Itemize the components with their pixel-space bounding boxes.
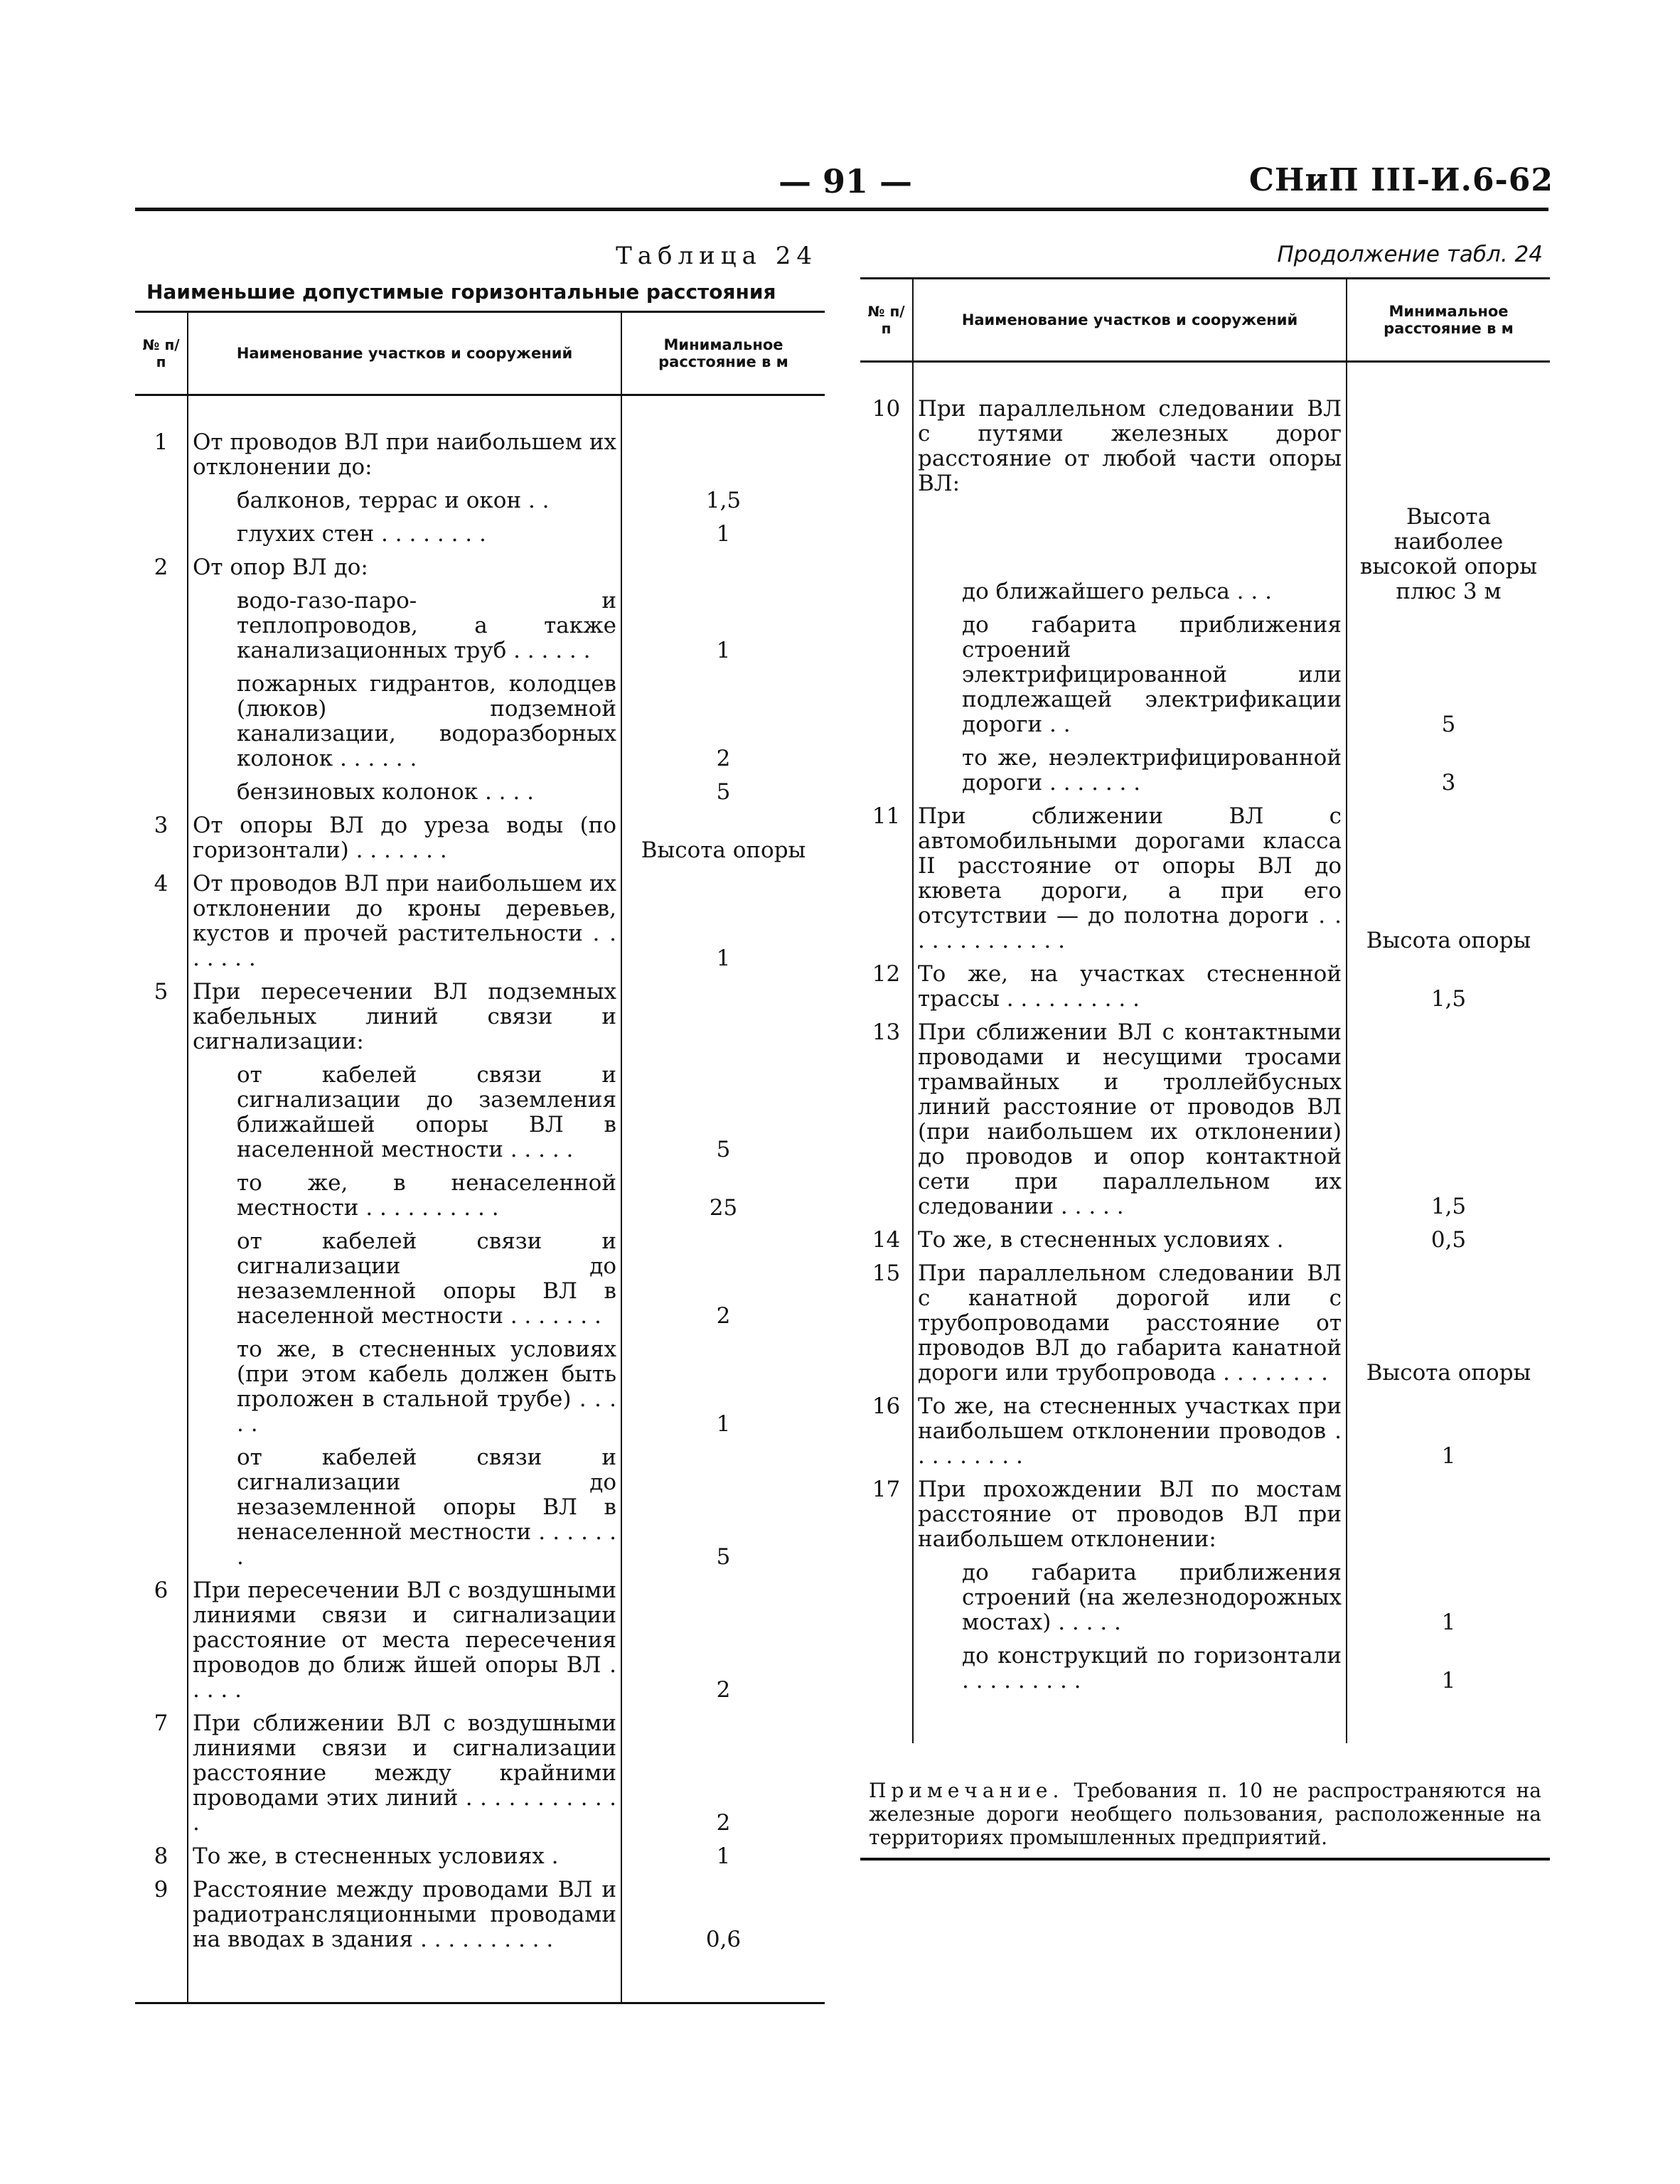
row-name	[913, 953, 1347, 1012]
row-number	[860, 737, 913, 796]
row-number: 13	[872, 1019, 901, 1045]
row-name-text: от кабелей связи и сигнализации до незаземленной опоры ВЛ в ненаселенной местности . . . . . . .	[237, 1445, 616, 1570]
table-row	[135, 513, 825, 547]
row-value	[621, 971, 825, 1054]
row-value: 5	[716, 779, 731, 805]
row-number	[860, 496, 913, 604]
column-header-name: Наименование участков и сооружений	[188, 312, 621, 395]
table-row	[135, 1221, 825, 1329]
row-name-text: от кабелей связи и сигнализации до незаземленной опоры ВЛ в населенной местности . . . . . . .	[237, 1228, 616, 1329]
row-value: 1	[716, 1843, 731, 1869]
table-continuation-label: Продолжение табл. 24	[1277, 242, 1543, 267]
row-number: 3	[154, 813, 168, 838]
row-name	[913, 604, 1347, 737]
row-name	[913, 737, 1347, 796]
row-name-text: При параллельном следовании ВЛ с путями железных дорог расстояние от любой части опоры ВЛ:	[918, 396, 1342, 496]
row-name	[913, 388, 1347, 496]
row-value	[621, 422, 825, 480]
row-name-text: от кабелей связи и сигнализации до заземления ближайшей опоры ВЛ в населенной местности . . . . .	[237, 1062, 616, 1162]
row-number	[135, 1437, 188, 1570]
row-name	[188, 480, 621, 513]
row-name	[913, 796, 1347, 953]
table-row	[135, 805, 825, 863]
table-row	[135, 480, 825, 513]
row-value: 2	[716, 1677, 731, 1703]
row-value: 1,5	[1430, 986, 1467, 1012]
table-row	[860, 1469, 1550, 1552]
row-number	[135, 771, 188, 805]
table-row	[860, 737, 1550, 796]
right-column	[860, 242, 1550, 1861]
row-number	[135, 513, 188, 547]
row-name-text: то же, в ненаселенной местности . . . . . . . . . .	[237, 1170, 616, 1221]
row-value: 1	[1441, 1443, 1456, 1469]
row-name-text: От опоры ВЛ до уреза воды (по горизонтали) . . . . . . .	[193, 813, 616, 863]
row-value: 5	[716, 1137, 731, 1162]
row-name-text: до конструкций по горизонтали . . . . . . . . .	[962, 1643, 1342, 1693]
table-note	[860, 1743, 1550, 1861]
row-number: 4	[154, 871, 168, 896]
row-value: 1	[1441, 1610, 1456, 1635]
row-value: 1	[716, 946, 731, 971]
row-name-text: При пересечении ВЛ с воздушными линиями связи и сигнализации расстояние от места пересечения проводов до ближ йшей опоры ВЛ . . . . .	[193, 1578, 616, 1703]
row-number	[135, 480, 188, 513]
row-number: 14	[872, 1227, 901, 1253]
row-value: 2	[716, 746, 731, 771]
row-name	[188, 1054, 621, 1162]
note-heading: Примечание.	[869, 1779, 1064, 1802]
row-name	[188, 1570, 621, 1703]
column-header-value: Минимальное расстояние в м	[1347, 279, 1550, 362]
table-row	[135, 1836, 825, 1869]
row-value: 0,6	[705, 1927, 742, 1952]
row-name	[913, 1012, 1347, 1219]
row-name	[188, 513, 621, 547]
row-name-text: От проводов ВЛ при наибольшем их отклонении до кроны деревьев, кустов и прочей растительности . . . . . . .	[193, 871, 616, 971]
row-name	[913, 1219, 1347, 1253]
row-name	[188, 547, 621, 580]
row-name-text: При сближении ВЛ с воздушными линиями связи и сигнализации расстояние между крайними проводами этих линий . . . . . . . . . . . .	[193, 1711, 616, 1836]
column-header-name: Наименование участков и сооружений	[913, 279, 1347, 362]
row-name-text: до габарита приближения строений электрифицированной или подлежащей электрификации дороги . .	[962, 612, 1342, 737]
row-name-text: От проводов ВЛ при наибольшем их отклонении до:	[193, 429, 616, 480]
row-name-text: глухих стен . . . . . . . .	[237, 521, 486, 547]
row-name-text: При сближении ВЛ с автомобильными дорогами класса II расстояние от опоры ВЛ до кювета дороги, а при его отсутствии — до полотна дороги . . . . . . . . . . . . .	[918, 803, 1342, 953]
table-row	[135, 422, 825, 480]
left-column	[135, 242, 825, 2004]
row-name-text: водо-газо-паро- и теплопроводов, а также канализационных труб . . . . . .	[237, 588, 616, 663]
note-text: Требования п. 10 не распространяются на железные дороги необщего пользования, расположенные на территориях промышленных предприятий.	[869, 1779, 1541, 1849]
row-number	[860, 1552, 913, 1635]
row-value: 1	[716, 521, 731, 547]
row-number: 12	[872, 961, 901, 987]
page-number: — 91 —	[779, 162, 913, 200]
row-value: 25	[709, 1195, 738, 1221]
column-header-value: Минимальное расстояние в м	[621, 312, 825, 395]
row-name	[188, 422, 621, 480]
row-value: 5	[1441, 712, 1456, 737]
row-name-text: бензиновых колонок . . . .	[237, 779, 534, 805]
row-value: 2	[716, 1303, 731, 1329]
row-number	[860, 1635, 913, 1693]
row-name	[913, 1253, 1347, 1386]
row-name-text: При параллельном следовании ВЛ с канатной дорогой или с трубопроводами расстояние от проводов ВЛ до габарита канатной дороги или трубопровода . . . . . . . .	[918, 1260, 1342, 1386]
table-row	[860, 953, 1550, 1012]
table-row	[135, 771, 825, 805]
row-name	[188, 1221, 621, 1329]
row-value	[1347, 1469, 1550, 1552]
row-value	[621, 547, 825, 580]
row-value: 5	[716, 1544, 731, 1570]
row-name	[188, 971, 621, 1054]
table-row	[860, 1552, 1550, 1635]
table-row	[135, 663, 825, 771]
column-header-no: № п/п	[860, 279, 913, 362]
row-number: 8	[154, 1843, 168, 1869]
row-value	[1347, 388, 1550, 496]
row-number: 6	[154, 1578, 168, 1603]
row-number: 9	[154, 1877, 168, 1902]
column-header-no: № п/п	[135, 312, 188, 395]
table-row	[860, 1219, 1550, 1253]
table-body	[135, 395, 825, 2003]
table-row	[135, 1162, 825, 1221]
row-name-text: От опор ВЛ до:	[193, 555, 368, 580]
row-value: Высота опоры	[641, 837, 806, 863]
row-value: Высота опоры	[1366, 928, 1531, 953]
row-name	[913, 1469, 1347, 1552]
header-rule	[135, 208, 1548, 211]
row-number: 11	[872, 803, 901, 829]
row-number	[135, 1221, 188, 1329]
table-row	[135, 1570, 825, 1703]
row-value: 1	[716, 1411, 731, 1437]
table-row	[860, 496, 1550, 604]
row-number	[135, 1162, 188, 1221]
row-name	[188, 805, 621, 863]
row-number	[135, 663, 188, 771]
table-row	[860, 604, 1550, 737]
row-value: 0,5	[1430, 1227, 1467, 1253]
row-value: Высота наиболее высокой опоры плюс 3 м	[1359, 504, 1538, 604]
row-name	[188, 863, 621, 971]
table-body	[860, 362, 1550, 1744]
row-name	[188, 1437, 621, 1570]
table-row	[860, 1253, 1550, 1386]
row-value: 2	[716, 1810, 731, 1836]
row-name	[188, 1836, 621, 1869]
doc-code: СНиП III-И.6-62	[1248, 162, 1553, 198]
row-number	[860, 604, 913, 737]
row-number: 17	[872, 1477, 901, 1502]
row-name-text: Расстояние между проводами ВЛ и радиотрансляционными проводами на вводах в здания . . . . . . . . . .	[193, 1877, 616, 1952]
table-row	[135, 1869, 825, 1952]
row-name	[188, 663, 621, 771]
row-name-text: То же, на стесненных участках при наибольшем отклонении проводов . . . . . . . . .	[918, 1393, 1342, 1469]
table-row	[135, 971, 825, 1054]
distance-table	[135, 311, 825, 2004]
row-name	[913, 496, 1347, 604]
row-name-text: При пересечении ВЛ подземных кабельных линий связи и сигнализации:	[193, 979, 616, 1054]
table-row	[135, 1437, 825, 1570]
row-number: 7	[154, 1711, 168, 1736]
table-row	[860, 1386, 1550, 1469]
row-value: 1,5	[1430, 1194, 1467, 1219]
row-number	[135, 580, 188, 663]
row-value: 1,5	[705, 488, 742, 513]
table-row	[860, 1012, 1550, 1219]
row-name-text: до ближайшего рельса . . .	[962, 579, 1272, 604]
row-value: 1	[1441, 1668, 1456, 1693]
table-row	[135, 580, 825, 663]
row-name	[913, 1635, 1347, 1693]
distance-table-continued	[860, 277, 1550, 1743]
row-name-text: При прохождении ВЛ по мостам расстояние от проводов ВЛ при наибольшем отклонении:	[918, 1477, 1342, 1552]
row-name-text: пожарных гидрантов, колодцев (люков) подземной канализации, водоразборных колонок . . . . . .	[237, 671, 616, 771]
table-row	[860, 796, 1550, 953]
row-number: 2	[154, 555, 168, 580]
row-name-text: до габарита приближения строений (на железнодорожных мостах) . . . . .	[962, 1560, 1342, 1635]
row-name	[188, 1162, 621, 1221]
row-value: 3	[1441, 770, 1456, 796]
row-name	[188, 771, 621, 805]
row-name-text: То же, в стесненных условиях .	[918, 1227, 1284, 1253]
table-row	[135, 1054, 825, 1162]
row-number: 10	[872, 396, 901, 422]
table-row	[860, 388, 1550, 496]
row-number: 5	[154, 979, 168, 1005]
row-number	[135, 1054, 188, 1162]
row-name	[188, 580, 621, 663]
row-name-text: То же, в стесненных условиях .	[193, 1843, 559, 1869]
row-number: 16	[872, 1393, 901, 1419]
row-name-text: то же, в стесненных условиях (при этом кабель должен быть проложен в стальной трубе) . . . . .	[237, 1337, 616, 1437]
table-row	[135, 863, 825, 971]
table-label: Таблица 24	[616, 242, 818, 270]
row-name	[188, 1703, 621, 1836]
row-number	[135, 1329, 188, 1437]
row-name	[188, 1869, 621, 1952]
row-name-text: балконов, террас и окон . .	[237, 488, 550, 513]
row-name-text: То же, на участках стесненной трассы . . . . . . . . . .	[918, 961, 1342, 1012]
row-value: 1	[716, 638, 731, 663]
row-name	[188, 1329, 621, 1437]
row-name-text: При сближении ВЛ с контактными проводами и несущими тросами трамвайных и троллейбусных линий расстояние от проводов ВЛ (при наибольшем их отклонении) до проводов и опор контактной сети при параллельном их следовании . . . . .	[918, 1019, 1342, 1219]
row-number: 15	[872, 1260, 901, 1286]
table-row	[860, 1635, 1550, 1693]
table-caption: Наименьшие допустимые горизонтальные расстояния	[146, 280, 776, 304]
row-name-text: то же, неэлектрифицированной дороги . . . . . . .	[962, 745, 1342, 796]
row-name	[913, 1386, 1347, 1469]
row-name	[913, 1552, 1347, 1635]
table-row	[135, 547, 825, 580]
row-number: 1	[154, 429, 168, 455]
table-row	[135, 1329, 825, 1437]
table-row	[135, 1703, 825, 1836]
row-value: Высота опоры	[1366, 1360, 1531, 1386]
